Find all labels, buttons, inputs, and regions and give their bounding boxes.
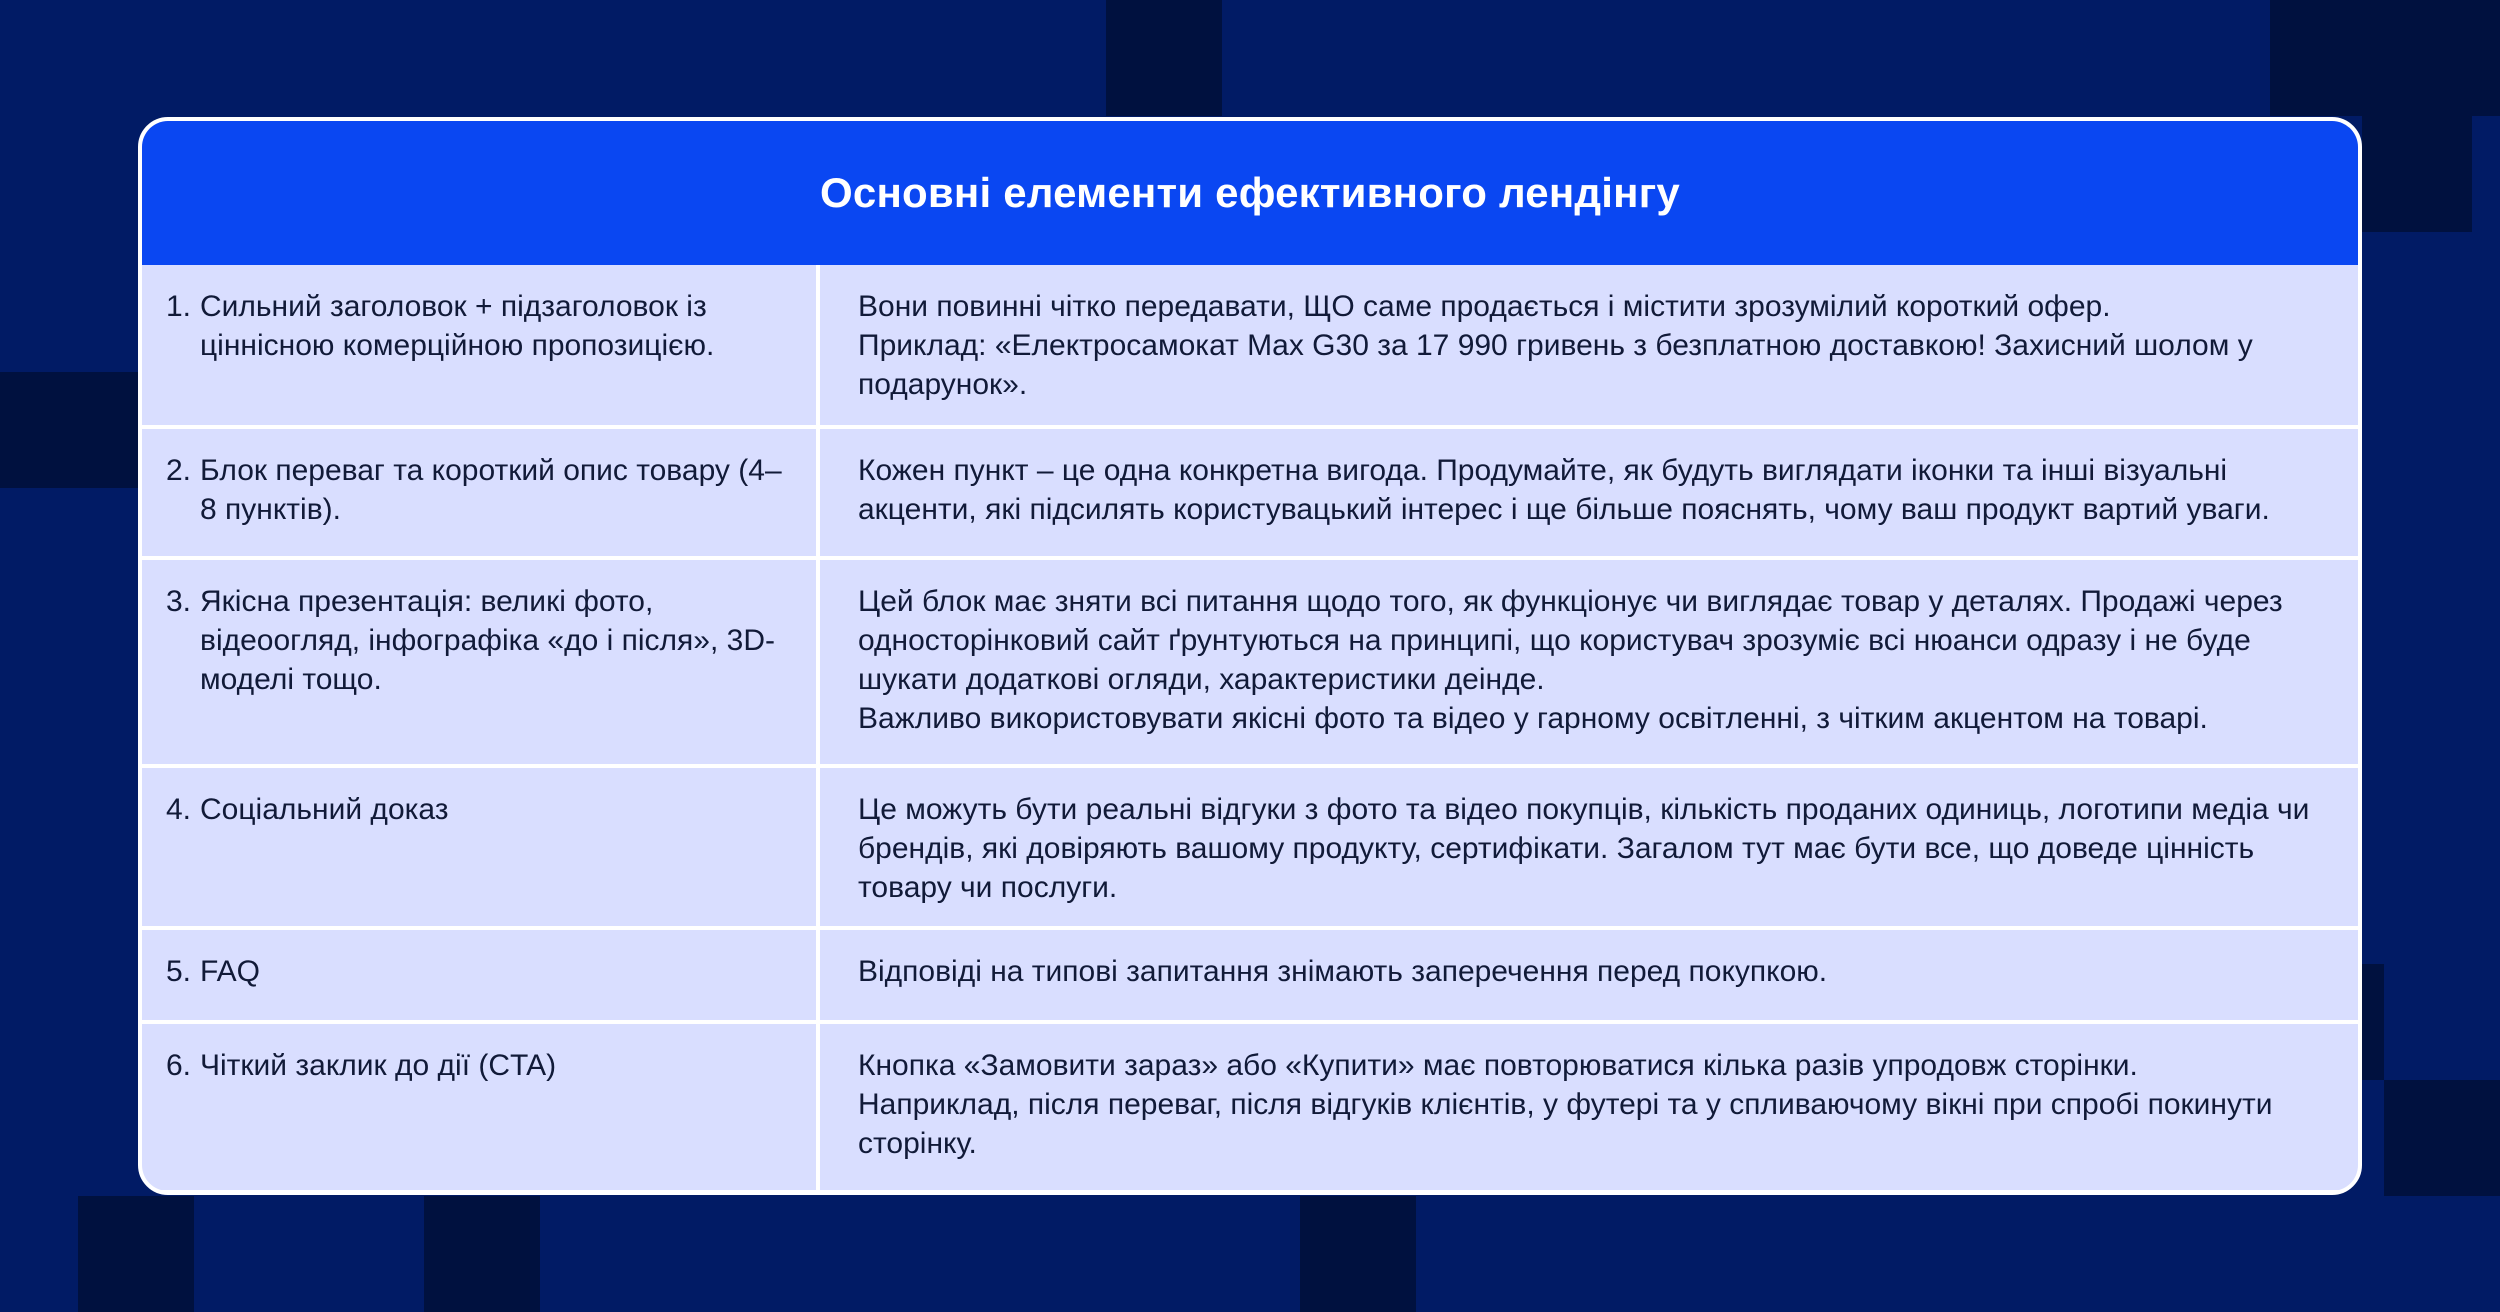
description-cell	[820, 560, 2362, 764]
element-name: Блок переваг та короткий опис товару (4–8 пунктів).	[200, 454, 782, 526]
table-row	[142, 265, 2358, 425]
background-square	[424, 1196, 540, 1312]
description-cell	[820, 429, 2362, 556]
table-row	[142, 560, 2358, 764]
description-text: Кожен пункт – це одна конкретна вигода. Продумайте, як будуть виглядати іконки та інші візуальні акценти, які підсилять користувацький інтерес і ще більше пояснять, чому ваш продукт вартий уваги.	[858, 454, 2270, 526]
description-cell	[820, 768, 2362, 926]
table-body	[142, 265, 2358, 1190]
table-title: Основні елементи ефективного лендінгу	[820, 169, 1680, 216]
element-cell	[142, 930, 816, 1020]
background-square	[1106, 0, 1222, 116]
item-number: 5.	[166, 955, 192, 988]
background-square	[2362, 964, 2384, 1080]
list-item	[166, 790, 796, 829]
background-square	[0, 372, 138, 488]
description-text: Важливо використовувати якісні фото та відео у гарному освітленні, з чітким акцентом на товарі.	[858, 702, 2208, 735]
description-text: Кнопка «Замовити зараз» або «Купити» має повторюватися кілька разів упродовж сторінки.	[858, 1049, 2138, 1082]
item-number: 4.	[166, 793, 192, 826]
description-text: Відповіді на типові запитання знімають заперечення перед покупкою.	[858, 955, 1828, 988]
element-cell	[142, 1024, 816, 1190]
background-square	[1300, 1196, 1416, 1312]
element-name: Соціальний доказ	[200, 793, 449, 826]
element-cell	[142, 429, 816, 556]
table-header	[142, 121, 2358, 265]
table-row	[142, 768, 2358, 926]
element-name: Сильний заголовок + підзаголовок із ціннісною комерційною пропозицією.	[200, 290, 715, 362]
element-name: Чіткий заклик до дії (CTA)	[200, 1049, 557, 1082]
list-item	[166, 1046, 796, 1085]
description-text: Цей блок має зняти всі питання щодо того, як функціонує чи виглядає товар у деталях. Продажі через односторінковий сайт ґрунтуються на принципі, що користувач зрозуміє всі нюанси одразу і не буде шукати додаткові огляди, характеристики деінде.	[858, 585, 2283, 696]
background-square	[2270, 0, 2500, 116]
table-row	[142, 930, 2358, 1020]
element-cell	[142, 265, 816, 425]
description-text: Вони повинні чітко передавати, ЩО саме продається і містити зрозумілий короткий офер.	[858, 290, 2111, 323]
list-item	[166, 582, 796, 699]
list-item	[166, 952, 796, 991]
background-square	[2384, 1080, 2500, 1196]
description-text: Це можуть бути реальні відгуки з фото та відео покупців, кількість проданих одиниць, логотипи медіа чи брендів, які довіряють вашому продукту, сертифікати. Загалом тут має бути все, що доведе цінність товару чи послуги.	[858, 793, 2310, 904]
background-square	[2362, 116, 2472, 232]
element-name: FAQ	[200, 955, 261, 988]
table-row	[142, 429, 2358, 556]
description-cell	[820, 930, 2362, 1020]
item-number: 6.	[166, 1049, 192, 1082]
element-name: Якісна презентація: великі фото, відеоогляд, інфографіка «до і після», 3D-моделі тощо.	[200, 585, 775, 696]
description-cell	[820, 265, 2362, 425]
landing-elements-table	[138, 117, 2362, 1195]
table-row	[142, 1024, 2358, 1190]
element-cell	[142, 560, 816, 764]
element-cell	[142, 768, 816, 926]
list-item	[166, 287, 796, 365]
description-text: Приклад: «Електросамокат Max G30 за 17 990 гривень з безплатною доставкою! Захисний шолом у подарунок».	[858, 329, 2253, 401]
item-number: 1.	[166, 290, 192, 323]
item-number: 2.	[166, 454, 192, 487]
background-square	[78, 1196, 194, 1312]
description-cell	[820, 1024, 2362, 1190]
list-item	[166, 451, 796, 529]
item-number: 3.	[166, 585, 192, 618]
description-text: Наприклад, після переваг, після відгуків клієнтів, у футері та у спливаючому вікні при спробі покинути сторінку.	[858, 1088, 2273, 1160]
